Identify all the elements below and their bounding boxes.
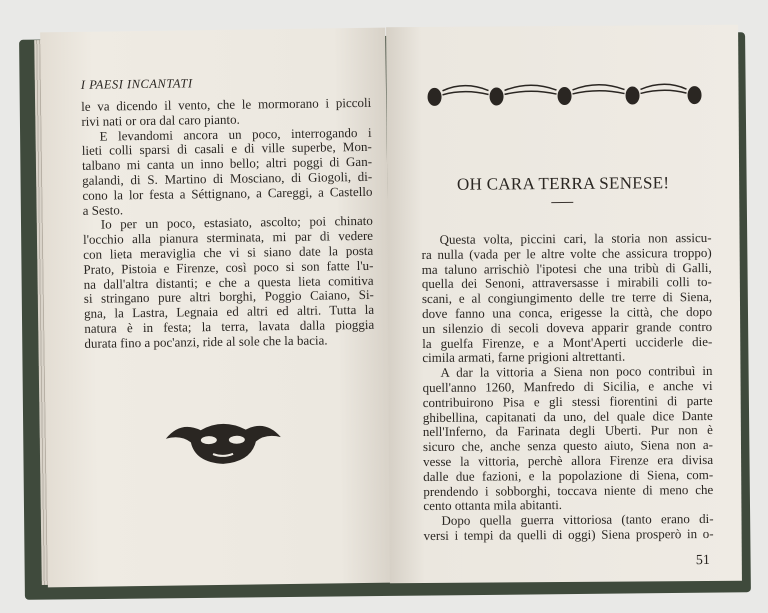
- text-line: lieti colli sparsi di casali e di ville superbe, Mon-: [81, 139, 372, 159]
- running-head: I PAESI INCANTATI: [80, 76, 193, 92]
- text-line: gna, la Lastra, Legnaia ed altri ed altri. Tutta la: [83, 301, 375, 322]
- text-line: Questa volta, piccini cari, la storia non assicu-: [439, 229, 712, 247]
- text-line: rivi nati or ora dal caro pianto.: [81, 111, 240, 129]
- text-line: sicuro che, anche senza questo aiuto, Siena non a-: [422, 437, 714, 455]
- text-line: na dall'altra distanti; e che a questa lieta comitiva: [83, 272, 374, 292]
- text-line: galandi, di S. Martino di Mosciano, di Giogoli, di-: [82, 168, 373, 188]
- text-line: nell'Inferno, da Farinata degli Uberti. Pur non è: [422, 422, 713, 440]
- text-line: ma taluno arrischiò l'ipotesi che una tribù di Galli,: [421, 259, 712, 277]
- title-rule: [551, 202, 573, 203]
- page-number: 51: [695, 552, 710, 569]
- beetle-frieze-icon: [424, 79, 704, 111]
- text-line: natura è in festa; la terra, lavata dalla pioggia: [84, 316, 375, 336]
- right-page: [386, 25, 742, 583]
- text-line: Io per un poco, estasiato, ascolto; poi chinato: [100, 213, 373, 232]
- text-line: cimila armati, farne prigioni altrettanti.: [422, 348, 626, 366]
- chapter-title: OH CARA TERRA SENESE!: [456, 173, 670, 194]
- text-line: con lieta meraviglia che vi si siano date la posta: [83, 242, 374, 262]
- text-line: dalle due fazioni, e la popolazione di Siena, com-: [423, 466, 714, 484]
- text-line: cento ottanta mila abitanti.: [423, 497, 563, 514]
- text-line: un silenzio di secoli doveva apparir grande contro: [422, 318, 713, 336]
- text-line: le va dicendo il vento, che le mormorano i piccoli: [81, 94, 372, 114]
- text-line: durata fino a poc'anzi, ride al sole che la bacia.: [84, 332, 328, 351]
- text-line: contribuirono Pisa e gli stessi fiorentini di parte: [422, 392, 713, 410]
- text-line: ghibellina, capitanati da uno, del quale dice Dante: [422, 407, 713, 425]
- text-line: E levandomi ancora un poco, interrogando i: [99, 124, 372, 144]
- text-line: Prato, Pistoia e Firenze, così poco si son fatte l'u-: [83, 257, 374, 277]
- text-line: quell'anno 1260, Manfredo di Sicilia, e anche vi: [422, 377, 713, 395]
- right-page-text: [422, 231, 714, 544]
- mask-ornament-icon: [161, 417, 287, 469]
- text-line: vesse la vittoria, perchè allora Firenze era divisa: [423, 451, 714, 469]
- text-line: scani, e al congiungimento delle tre terre di Siena,: [421, 289, 713, 307]
- text-line: si stringano pure altri borghi, Poggio Caiano, Si-: [83, 287, 374, 307]
- text-line: a Sesto.: [82, 201, 124, 218]
- text-line: Dopo quella guerra vittoriosa (tanto erano di-: [441, 511, 714, 529]
- text-line: dove fanno una conca, erigesse la città, che dopo: [422, 303, 713, 321]
- text-line: la guelfa Firenze, e a Mont'Aperti ucciderle die-: [422, 333, 713, 351]
- text-line: A dar la vittoria a Siena non poco contribuì in: [440, 363, 713, 381]
- text-line: talbano mi canta un inno bello; altri poggi di Gan-: [81, 154, 373, 174]
- text-line: l'occhio alla pianura sterminata, mi par di vedere: [82, 227, 374, 248]
- left-page: [40, 28, 393, 588]
- text-line: versi i tempi da quelli di oggi) Siena prosperò in o-: [423, 525, 714, 543]
- text-line: ra nulla (vada per le altre volte che assicura troppo): [421, 244, 712, 262]
- text-line: quella dei Senoni, attraversasse i mirabili colli to-: [421, 274, 712, 292]
- left-page-text: [81, 96, 374, 352]
- text-line: prendendo i sobborghi, toccava niente di meno che: [423, 481, 714, 499]
- text-line: cono la lor festa a Séttignano, a Careggi, a Castello: [82, 183, 373, 203]
